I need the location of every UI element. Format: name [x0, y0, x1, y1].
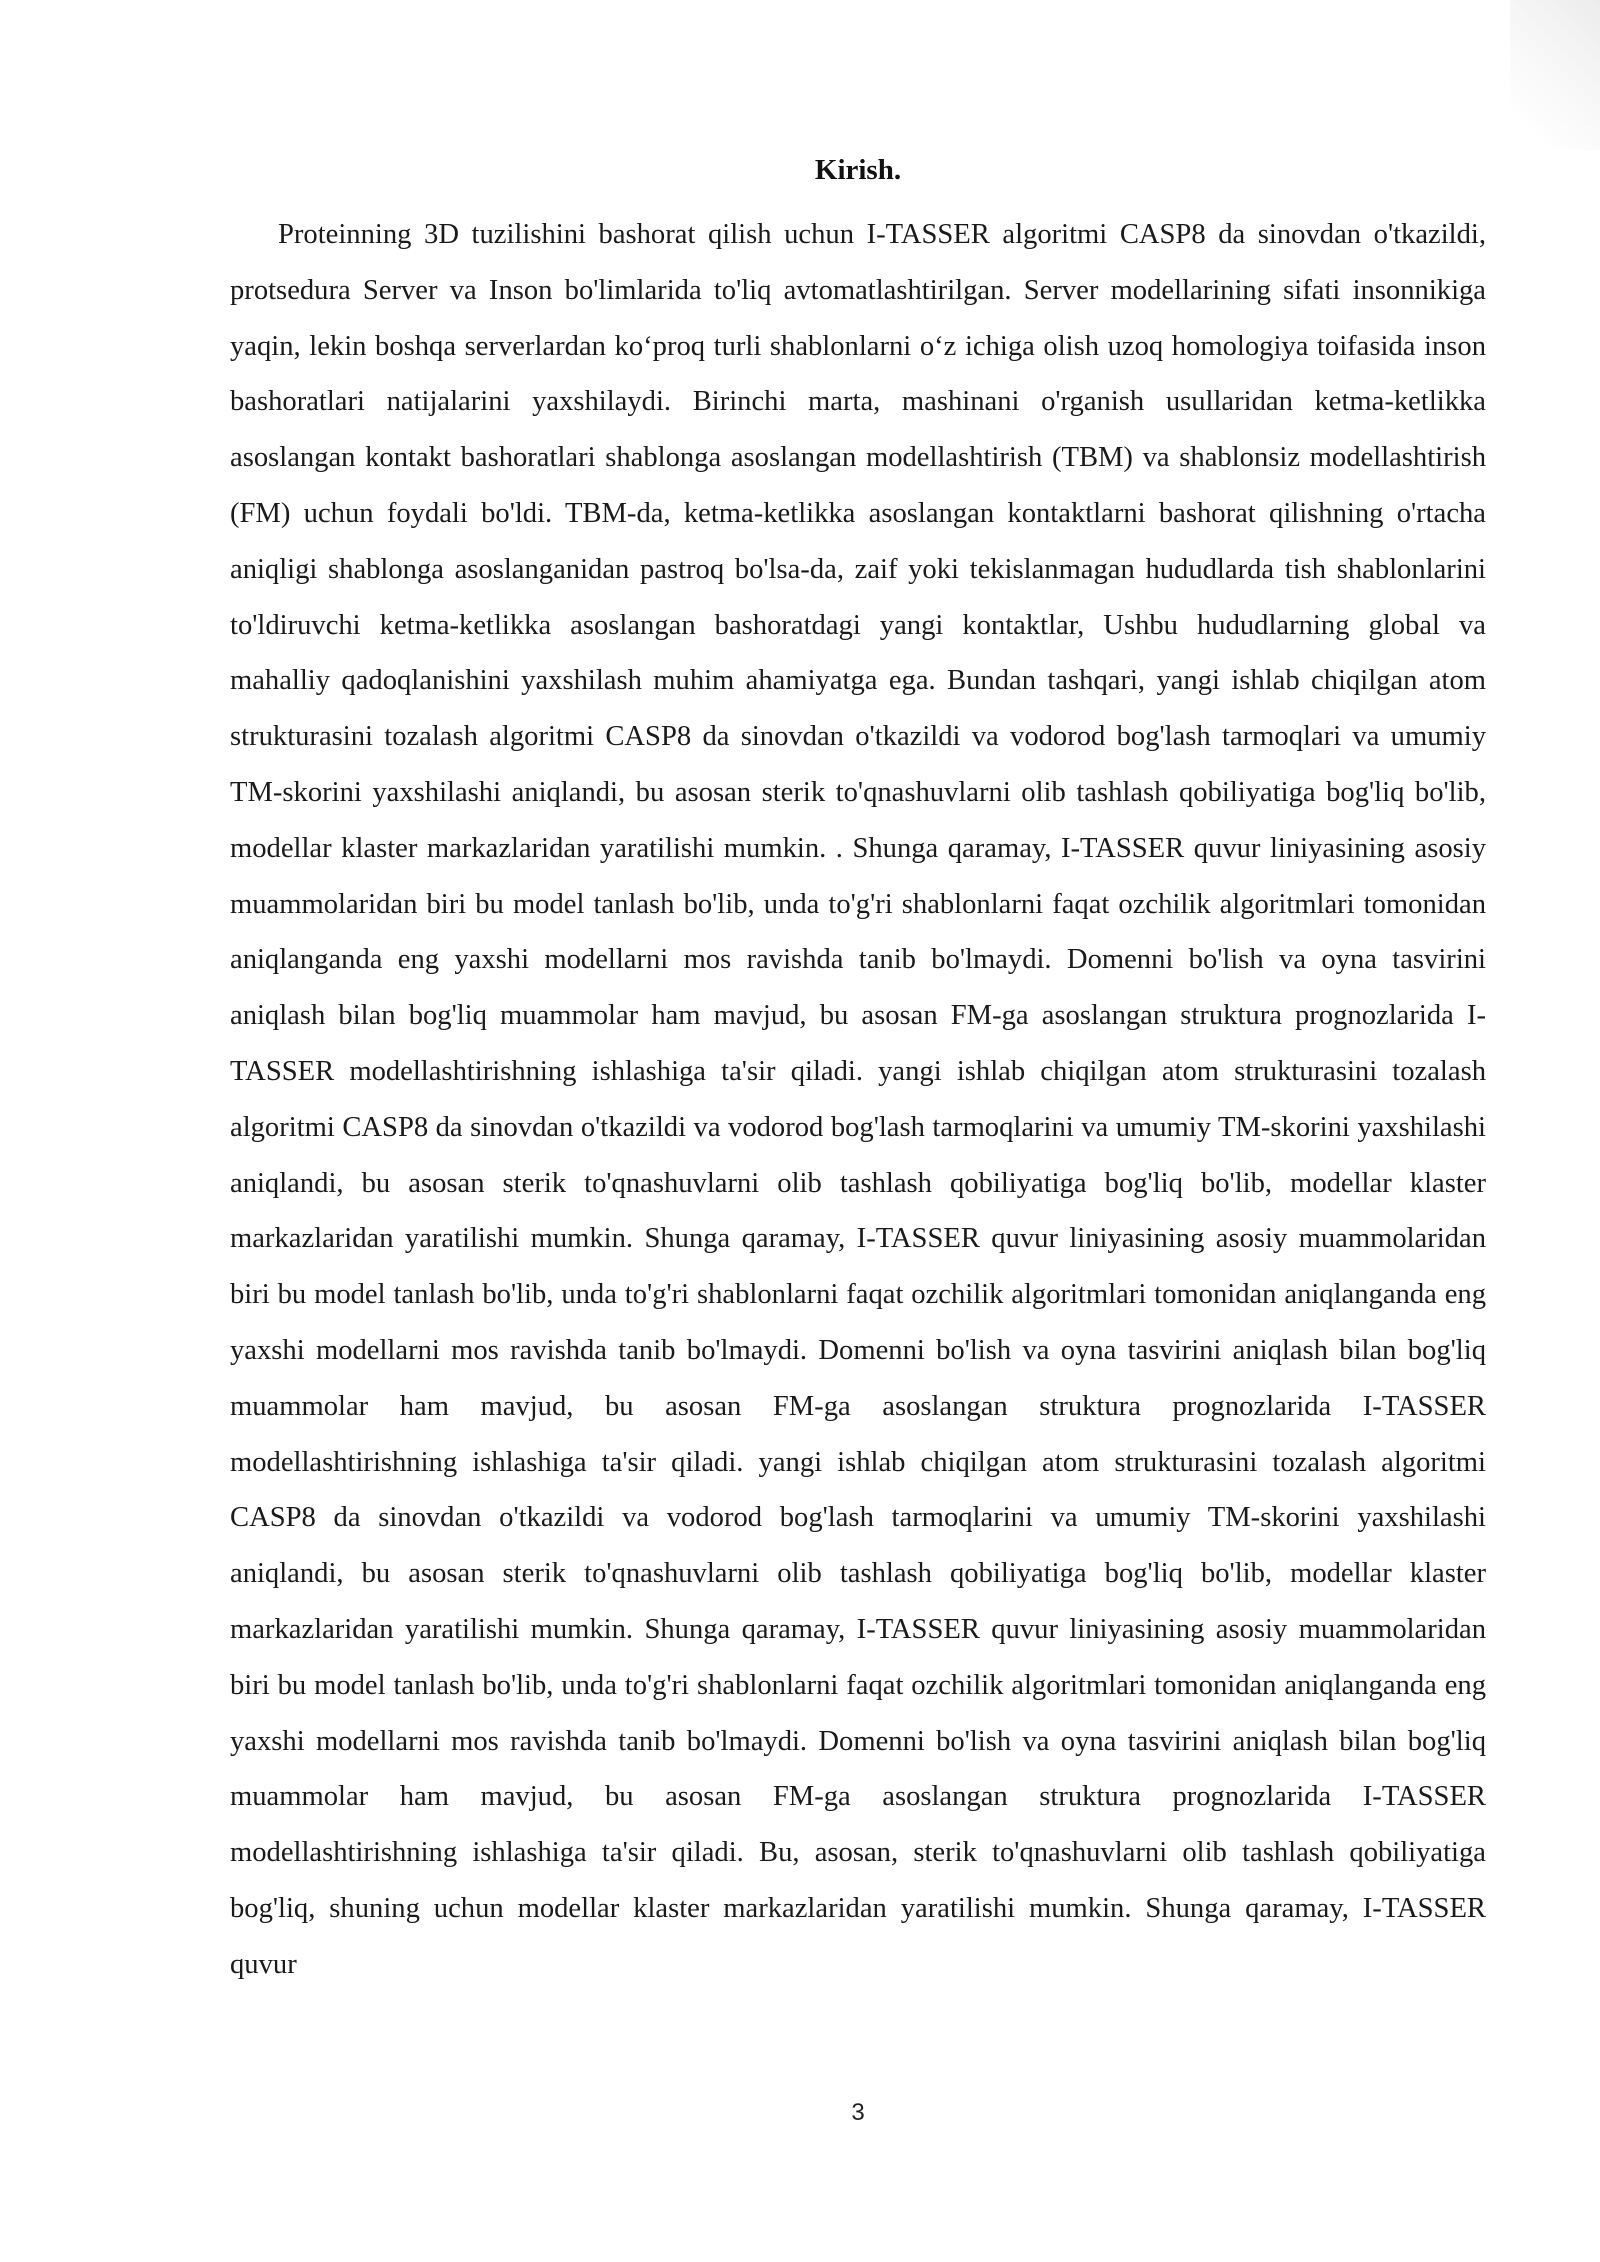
body-paragraph: Proteinning 3D tuzilishini bashorat qilish uchun I-TASSER algoritmi CASP8 da sinovdan o'tkazildi, protsedura Server va Inson bo'limlarida to'liq avtomatlashtirilgan. Server modellarining sifati insonnikiga yaqin, lekin boshqa serverlardan koʻproq turli shablonlarni oʻz ichiga olish uzoq homologiya toifasida inson bashoratlari natijalarini yaxshilaydi. Birinchi marta, mashinani o'rganish usullaridan ketma-ketlikka asoslangan kontakt bashoratlari shablonga asoslangan modellashtirish (TBM) va shablonsiz modellashtirish (FM) uchun foydali bo'ldi. TBM-da, ketma-ketlikka asoslangan kontaktlarni bashorat qilishning o'rtacha aniqligi shablonga asoslanganidan pastroq bo'lsa-da, zaif yoki tekislanmagan hududlarda tish shablonlarini to'ldiruvchi ketma-ketlikka asoslangan bashoratdagi yangi kontaktlar, Ushbu hududlarning global va mahalliy qadoqlanishini yaxshilash muhim ahamiyatga ega. Bundan tashqari, yangi ishlab chiqilgan atom strukturasini tozalash algoritmi CASP8 da sinovdan o'tkazildi va vodorod bog'lash tarmoqlari va umumiy TM-skorini yaxshilashi aniqlandi, bu asosan sterik to'qnashuvlarni olib tashlash qobiliyatiga bog'liq bo'lib, modellar klaster markazlaridan yaratilishi mumkin. . Shunga qaramay, I-TASSER quvur liniyasining asosiy muammolaridan biri bu model tanlash bo'lib, unda to'g'ri shablonlarni faqat ozchilik algoritmlari tomonidan aniqlanganda eng yaxshi modellarni mos ravishda tanib bo'lmaydi. Domenni bo'lish va oyna tasvirini aniqlash bilan bog'liq muammolar ham mavjud, bu asosan FM-ga asoslangan struktura prognozlarida I-TASSER modellashtirishning ishlashiga ta'sir qiladi. yangi ishlab chiqilgan atom strukturasini tozalash algoritmi CASP8 da sinovdan o'tkazildi va vodorod bog'lash tarmoqlarini va umumiy TM-skorini yaxshilashi aniqlandi, bu asosan sterik to'qnashuvlarni olib tashlash qobiliyatiga bog'liq bo'lib, modellar klaster markazlaridan yaratilishi mumkin. Shunga qaramay, I-TASSER quvur liniyasining asosiy muammolaridan biri bu model tanlash bo'lib, unda to'g'ri shablonlarni faqat ozchilik algoritmlari tomonidan aniqlanganda eng yaxshi modellarni mos ravishda tanib bo'lmaydi. Domenni bo'lish va oyna tasvirini aniqlash bilan bog'liq muammolar ham mavjud, bu asosan FM-ga asoslangan struktura prognozlarida I-TASSER modellashtirishning ishlashiga ta'sir qiladi. yangi ishlab chiqilgan atom strukturasini tozalash algoritmi CASP8 da sinovdan o'tkazildi va vodorod bog'lash tarmoqlarini va umumiy TM-skorini yaxshilashi aniqlandi, bu asosan sterik to'qnashuvlarni olib tashlash qobiliyatiga bog'liq bo'lib, modellar klaster markazlaridan yaratilishi mumkin. Shunga qaramay, I-TASSER quvur liniyasining asosiy muammolaridan biri bu model tanlash bo'lib, unda to'g'ri shablonlarni faqat ozchilik algoritmlari tomonidan aniqlanganda eng yaxshi modellarni mos ravishda tanib bo'lmaydi. Domenni bo'lish va oyna tasvirini aniqlash bilan bog'liq muammolar ham mavjud, bu asosan FM-ga asoslangan struktura prognozlarida I-TASSER modellashtirishning ishlashiga ta'sir qiladi. Bu, asosan, sterik to'qnashuvlarni olib tashlash qobiliyatiga bog'liq, shuning uchun modellar klaster markazlaridan yaratilishi mumkin. Shunga qaramay, I-TASSER quvur — [230, 219, 1486, 1980]
scan-shadow — [1510, 0, 1600, 150]
page-number: 3 — [851, 2099, 865, 2126]
page-title: Kirish. — [814, 154, 902, 186]
